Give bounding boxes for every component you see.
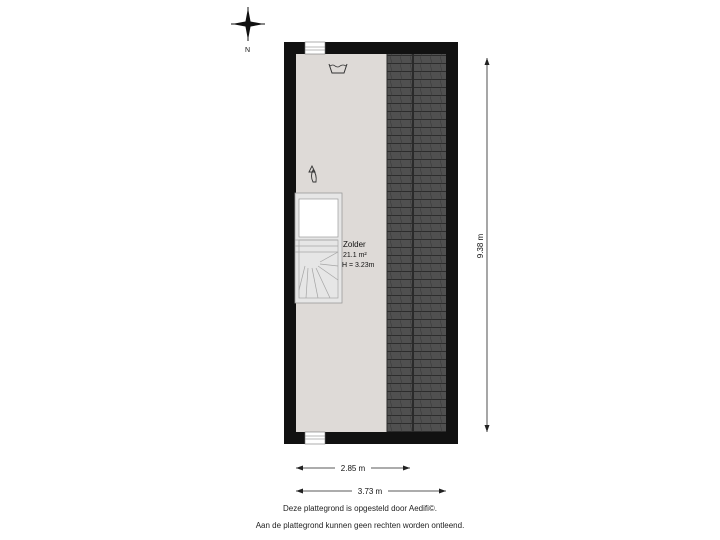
dimension-length-label: 9.38 m [476,233,485,259]
window-bottom [305,432,325,444]
footer-disclaimer-line2: Aan de plattegrond kunnen geen rechten worden ontleend. [255,521,465,530]
footer-disclaimer-line1: Deze plattegrond is opgesteld door Aedifi©. [283,504,437,513]
room-name: Zolder [343,240,366,249]
dimension-length [476,58,490,432]
dimension-width-total-label: 3.73 m [357,487,383,496]
compass-label: N [245,47,251,54]
dimension-width-total [296,485,446,496]
roof-tiles [387,54,446,432]
dimension-width-inner-label: 2.85 m [340,464,366,473]
room-height: H = 3.23m [342,262,375,269]
room-area: 21.1 m² [343,252,367,259]
window-top [305,42,325,54]
stair-opening [295,193,342,303]
compass [231,7,265,54]
dimension-width-inner [296,462,410,473]
